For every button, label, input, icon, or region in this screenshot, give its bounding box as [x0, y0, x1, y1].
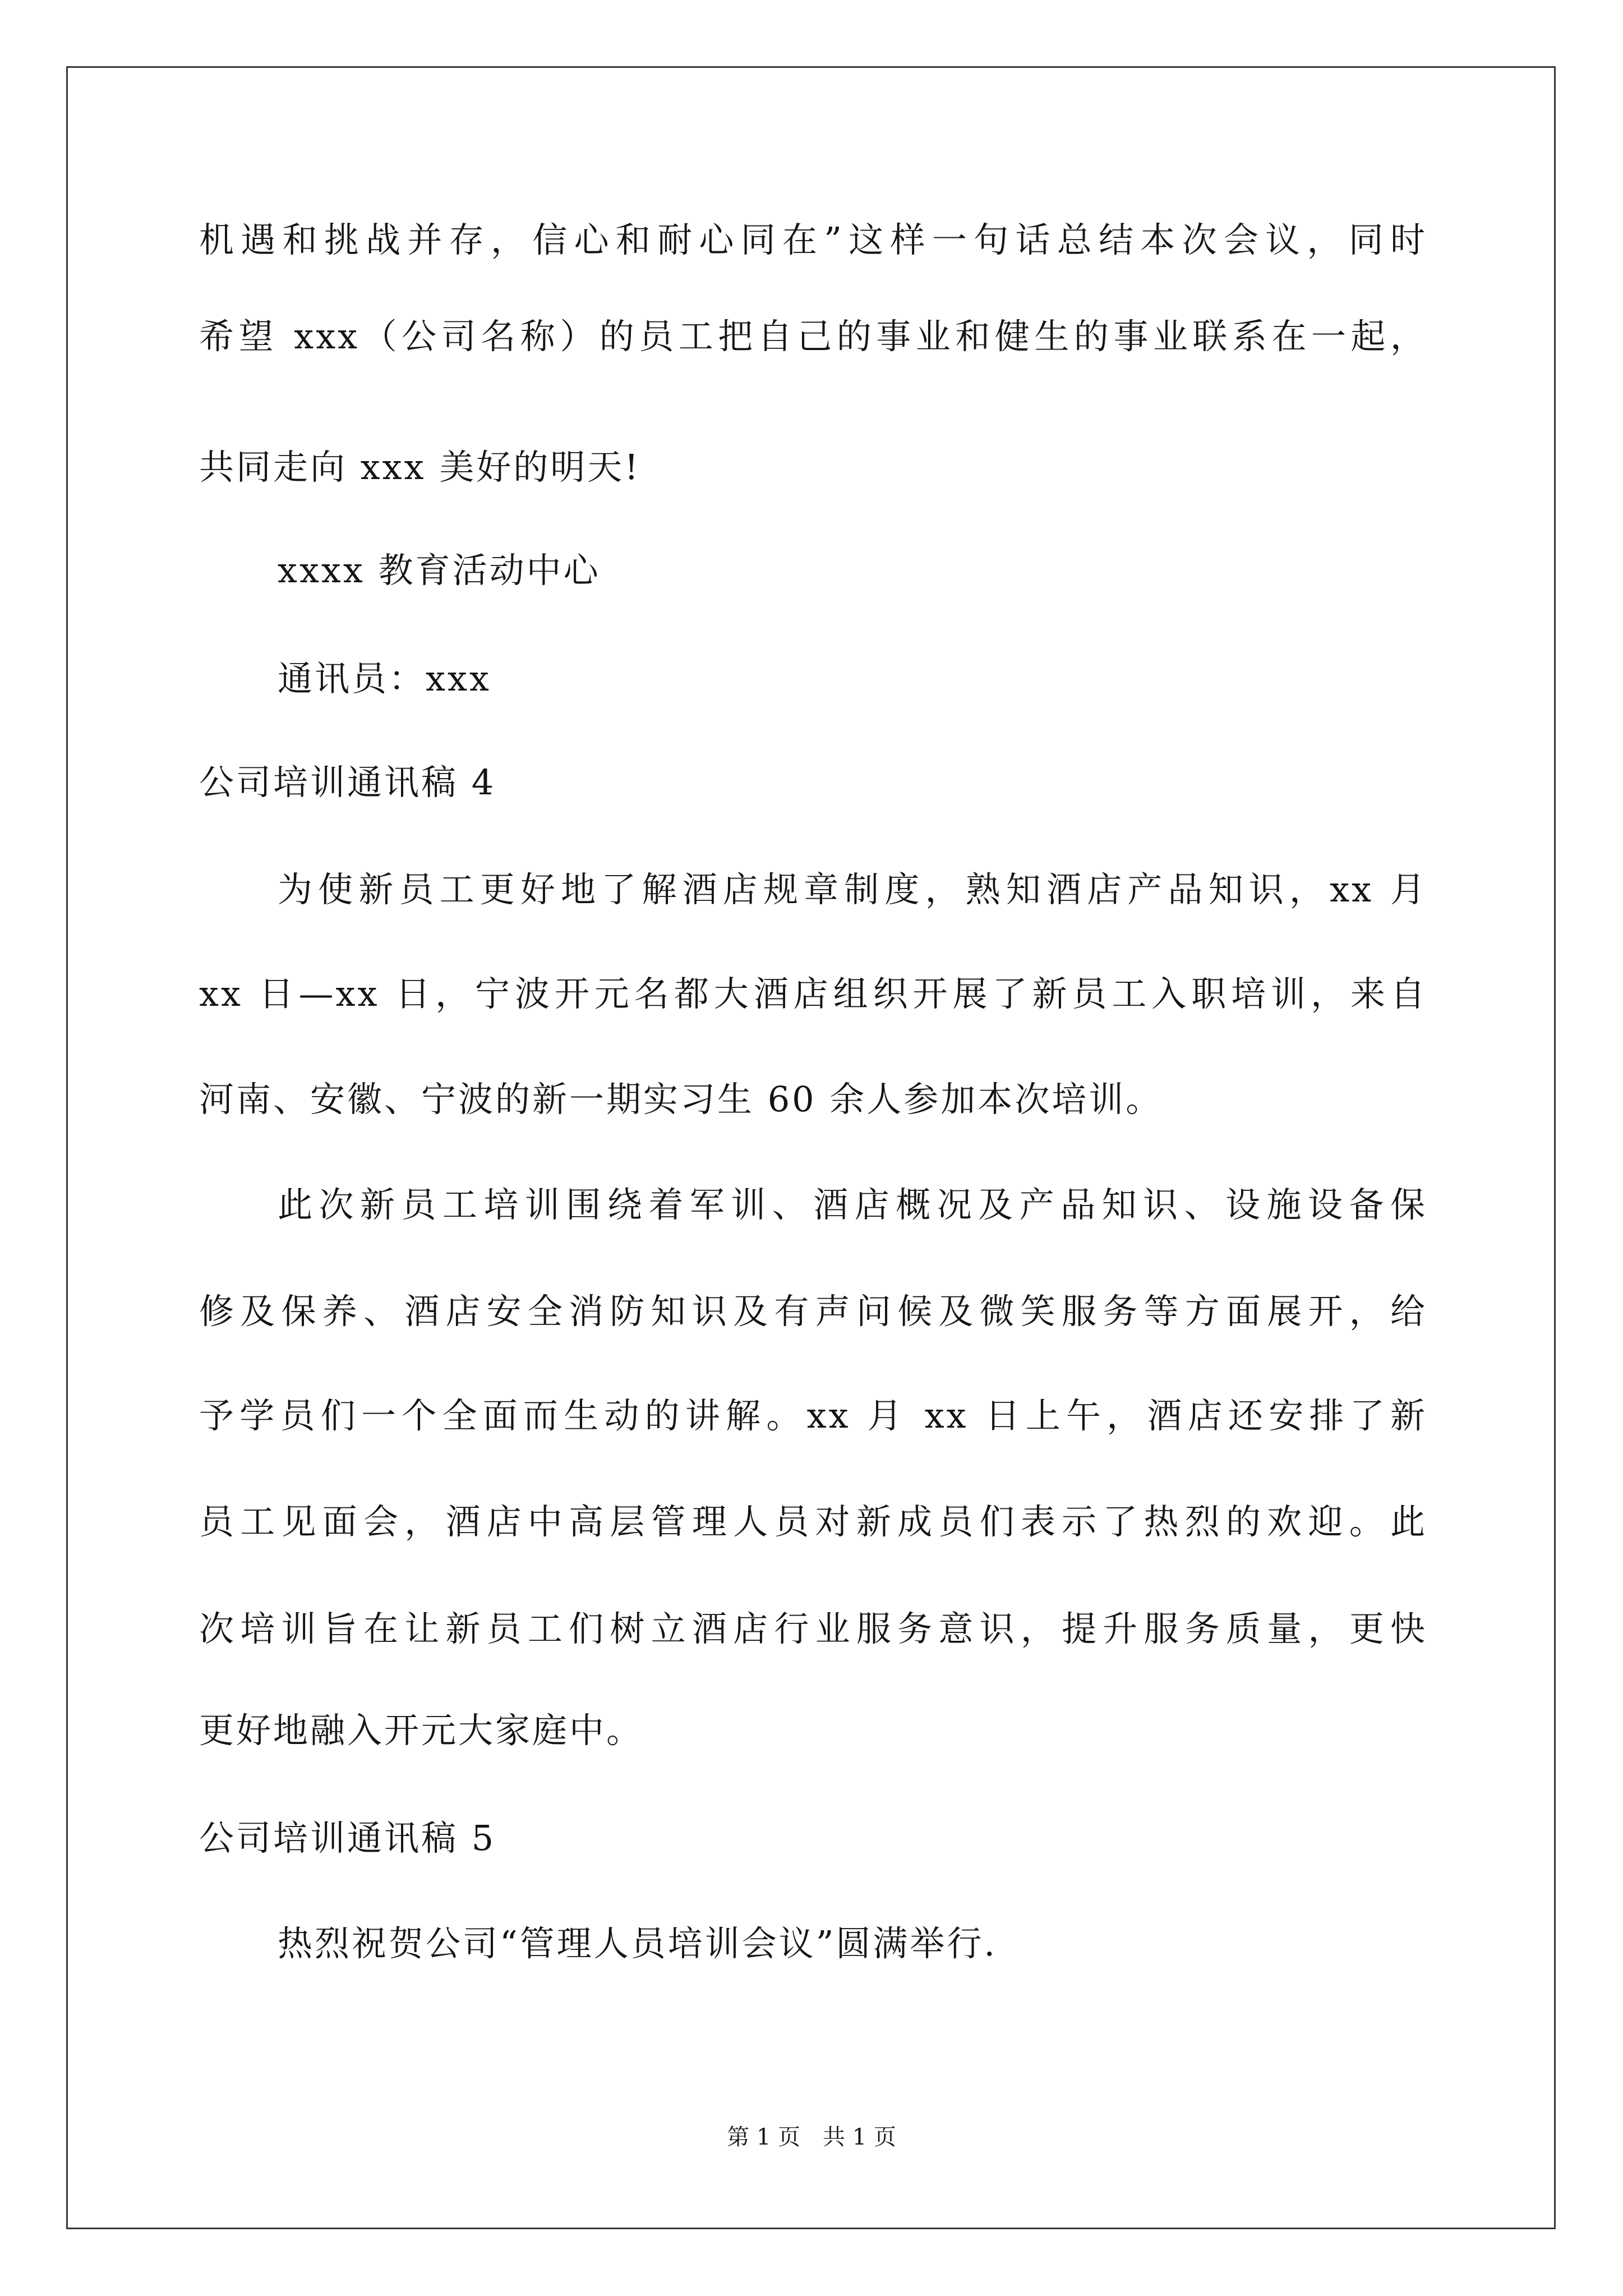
paragraph-line: 予学员们一个全面而生动的讲解。xx 月 xx 日上午，酒店还安排了新: [199, 1395, 1427, 1436]
paragraph-line: 为使新员工更好地了解酒店规章制度，熟知酒店产品知识，xx 月: [278, 869, 1427, 910]
page-number-footer: 第 1 页 共 1 页: [727, 2124, 896, 2150]
paragraph-line: 河南、安徽、宁波的新一期实习生 60 余人参加本次培训。: [199, 1079, 1163, 1120]
paragraph-line: 此次新员工培训围绕着军训、酒店概况及产品知识、设施设备保: [278, 1184, 1427, 1225]
paragraph-line: 希望 xxx（公司名称）的员工把自己的事业和健生的事业联系在一起，: [199, 316, 1427, 357]
paragraph-line: xx 日—xx 日，宁波开元名都大酒店组织开展了新员工入职培训，来自: [199, 973, 1427, 1014]
page-border: [66, 66, 1556, 2229]
paragraph-line: 次培训旨在让新员工们树立酒店行业服务意识，提升服务质量，更快: [199, 1608, 1427, 1649]
correspondent-signature: 通讯员：xxx: [278, 658, 491, 699]
section-heading: 公司培训通讯稿 4: [199, 762, 496, 803]
paragraph-line: 共同走向 xxx 美好的明天!: [199, 447, 641, 487]
paragraph-line: 修及保养、酒店安全消防知识及有声问候及微笑服务等方面展开，给: [199, 1291, 1427, 1332]
section-heading: 公司培训通讯稿 5: [199, 1818, 496, 1858]
paragraph-line: 员工见面会，酒店中高层管理人员对新成员们表示了热烈的欢迎。此: [199, 1501, 1427, 1542]
paragraph-line: 更好地融入开元大家庭中。: [199, 1710, 644, 1751]
paragraph-line: 热烈祝贺公司“管理人员培训会议”圆满举行.: [278, 1923, 998, 1964]
paragraph-line: 机遇和挑战并存，信心和耐心同在”这样一句话总结本次会议，同时: [199, 219, 1427, 260]
organization-signature: xxxx 教育活动中心: [278, 550, 601, 591]
